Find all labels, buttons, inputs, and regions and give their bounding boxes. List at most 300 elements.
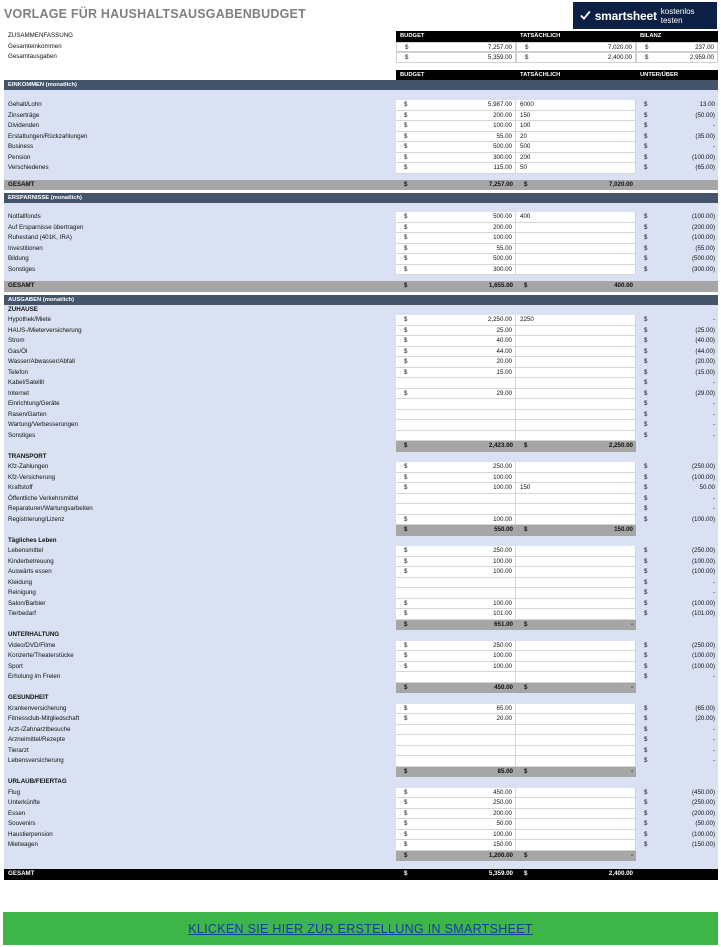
table-row — [4, 142, 718, 153]
column-header: BUDGET — [396, 70, 516, 81]
expense-group-title — [4, 305, 718, 316]
budget-cell[interactable] — [396, 788, 516, 799]
budget-cell[interactable] — [396, 798, 516, 809]
cell-value: 5,359.00 — [487, 54, 512, 61]
row-label: Arzt-/Zahnarztbesuche — [8, 725, 71, 733]
budget-cell[interactable] — [396, 326, 516, 337]
variance-cell — [636, 121, 718, 132]
cell-value: 2250 — [520, 316, 534, 323]
cell-value: - — [712, 421, 715, 428]
actual-cell[interactable] — [516, 567, 636, 578]
variance-cell — [636, 254, 718, 265]
budget-cell[interactable] — [396, 483, 516, 494]
cell-value: (100.00) — [691, 234, 715, 241]
currency-symbol: $ — [644, 389, 648, 397]
budget-cell[interactable] — [396, 212, 516, 223]
variance-cell — [636, 672, 718, 683]
actual-cell[interactable] — [516, 483, 636, 494]
currency-symbol: $ — [644, 809, 648, 817]
currency-symbol: $ — [644, 494, 648, 502]
table-row — [4, 662, 718, 673]
currency-symbol: $ — [644, 599, 648, 607]
actual-cell[interactable] — [516, 473, 636, 484]
budget-cell[interactable] — [396, 132, 516, 143]
row-label: Wasser/Abwasser/Abfall — [8, 358, 75, 365]
cell-value: (100.00) — [691, 515, 715, 523]
actual-cell[interactable] — [516, 704, 636, 715]
brand-name: smartsheet — [594, 8, 657, 23]
cell-value: 44.00 — [496, 347, 512, 355]
budget-cell[interactable] — [396, 100, 516, 111]
table-row — [4, 378, 718, 389]
variance-cell — [636, 357, 718, 368]
page-title: VORLAGE FÜR HAUSHALTSAUSGABENBUDGET — [4, 7, 306, 21]
currency-symbol: $ — [524, 282, 528, 289]
subtotal-blank — [4, 767, 396, 778]
actual-cell[interactable] — [516, 840, 636, 851]
cell-value: 115.00 — [493, 164, 512, 171]
row-label: Gehalt/Lohn — [8, 101, 42, 108]
budget-cell[interactable] — [396, 557, 516, 568]
currency-symbol: $ — [644, 841, 648, 848]
cell-value: 100.00 — [493, 122, 512, 129]
budget-cell[interactable] — [396, 265, 516, 276]
summary-column-header: TATSÄCHLICH — [516, 31, 636, 42]
cell-value: 15.00 — [496, 368, 512, 376]
budget-cell[interactable] — [396, 347, 516, 358]
actual-cell[interactable] — [516, 410, 636, 421]
actual-cell[interactable] — [516, 132, 636, 143]
summary-budget-cell[interactable] — [396, 42, 516, 53]
smartsheet-logo-icon — [580, 10, 591, 21]
budget-cell[interactable] — [396, 163, 516, 174]
actual-cell[interactable] — [516, 578, 636, 589]
cell-value: - — [712, 410, 715, 418]
variance-cell — [636, 163, 718, 174]
currency-symbol: $ — [404, 515, 408, 523]
actual-cell[interactable] — [516, 662, 636, 673]
budget-cell[interactable] — [396, 735, 516, 746]
summary-actual-cell[interactable] — [516, 52, 636, 63]
summary-label: ZUSAMMENFASSUNG — [4, 31, 396, 42]
cell-value: 300.00 — [493, 153, 512, 161]
currency-symbol: $ — [644, 557, 648, 565]
variance-cell — [636, 111, 718, 122]
variance-cell — [636, 410, 718, 421]
expense-group-title — [4, 693, 718, 704]
currency-symbol: $ — [644, 132, 648, 140]
currency-symbol: $ — [644, 368, 648, 376]
cell-value: - — [712, 673, 715, 680]
currency-symbol: $ — [644, 736, 648, 743]
row-label: Zinserträge — [8, 111, 40, 119]
actual-cell[interactable] — [516, 819, 636, 830]
budget-cell[interactable] — [396, 233, 516, 244]
budget-cell[interactable] — [396, 809, 516, 820]
variance-cell — [636, 244, 718, 255]
variance-cell — [636, 347, 718, 358]
cell-value: 200 — [520, 153, 531, 161]
budget-cell[interactable] — [396, 336, 516, 347]
budget-cell[interactable] — [396, 651, 516, 662]
income-section-header: EINKOMMEN (monatlich) — [4, 80, 718, 90]
row-label: Essen — [8, 809, 26, 817]
actual-cell[interactable] — [516, 378, 636, 389]
currency-symbol: $ — [644, 715, 648, 722]
cell-value: 237.00 — [695, 43, 714, 51]
table-row — [4, 641, 718, 652]
variance-cell — [636, 609, 718, 620]
actual-cell[interactable] — [516, 336, 636, 347]
budget-cell[interactable] — [396, 672, 516, 683]
budget-cell[interactable] — [396, 223, 516, 234]
budget-cell[interactable] — [396, 315, 516, 326]
budget-sheet — [4, 31, 718, 880]
summary-actual-cell[interactable] — [516, 42, 636, 53]
variance-cell — [636, 420, 718, 431]
row-label: Business — [8, 143, 34, 150]
actual-cell[interactable] — [516, 142, 636, 153]
table-row — [4, 746, 718, 757]
budget-cell[interactable] — [396, 725, 516, 736]
budget-cell[interactable] — [396, 111, 516, 122]
cell-value: 2,423.00 — [488, 442, 513, 449]
actual-cell[interactable] — [516, 315, 636, 326]
currency-symbol: $ — [404, 180, 408, 188]
currency-symbol: $ — [644, 164, 648, 171]
cell-value: (100.00) — [691, 568, 715, 575]
cell-value: - — [712, 725, 715, 733]
budget-cell[interactable] — [396, 504, 516, 515]
cell-value: 450.00 — [494, 683, 513, 691]
budget-cell[interactable] — [396, 609, 516, 620]
budget-cell[interactable] — [396, 819, 516, 830]
create-in-smartsheet-link[interactable] — [3, 912, 718, 945]
cell-value: 50.00 — [699, 484, 715, 491]
cell-value: 55.00 — [496, 244, 512, 252]
actual-cell[interactable] — [516, 588, 636, 599]
actual-cell[interactable] — [516, 223, 636, 234]
actual-cell[interactable] — [516, 399, 636, 410]
cell-value: 2,400.00 — [608, 870, 633, 877]
budget-cell[interactable] — [396, 599, 516, 610]
variance-cell — [636, 389, 718, 400]
budget-cell[interactable] — [396, 588, 516, 599]
cell-value: - — [630, 620, 633, 628]
actual-cell[interactable] — [516, 244, 636, 255]
actual-cell[interactable] — [516, 111, 636, 122]
currency-symbol: $ — [404, 326, 408, 334]
budget-cell[interactable] — [396, 567, 516, 578]
summary-row — [4, 42, 718, 53]
summary-column-header: BILANZ — [636, 31, 718, 42]
subtotal-blank — [4, 683, 396, 694]
cell-value: 7,257.00 — [487, 43, 512, 51]
budget-cell[interactable] — [396, 746, 516, 757]
table-row — [4, 431, 718, 442]
cell-value: (20.00) — [695, 715, 715, 722]
row-label: Kinderbetreuung — [8, 557, 54, 565]
cell-value: (200.00) — [691, 809, 715, 817]
row-label: Mietwagen — [8, 841, 38, 848]
currency-symbol: $ — [404, 557, 408, 565]
total-row — [4, 180, 718, 191]
variance-cell — [636, 473, 718, 484]
budget-cell[interactable] — [396, 578, 516, 589]
actual-cell[interactable] — [516, 599, 636, 610]
actual-cell[interactable] — [516, 121, 636, 132]
budget-cell[interactable] — [396, 840, 516, 851]
currency-symbol: $ — [404, 610, 408, 617]
budget-cell[interactable] — [396, 830, 516, 841]
variance-cell — [636, 546, 718, 557]
row-label: Fitnessclub-Mitgliedschaft — [8, 715, 80, 722]
variance-cell — [636, 462, 718, 473]
budget-cell[interactable] — [396, 410, 516, 421]
actual-cell[interactable] — [516, 725, 636, 736]
currency-symbol: $ — [645, 54, 649, 61]
actual-cell[interactable] — [516, 672, 636, 683]
actual-cell[interactable] — [516, 735, 636, 746]
currency-symbol: $ — [644, 421, 648, 428]
cell-value: 100.00 — [493, 662, 512, 670]
group-title: GESUNDHEIT — [8, 694, 49, 701]
actual-cell[interactable] — [516, 651, 636, 662]
currency-symbol: $ — [644, 347, 648, 355]
budget-cell[interactable] — [396, 399, 516, 410]
actual-cell[interactable] — [516, 368, 636, 379]
actual-cell[interactable] — [516, 756, 636, 767]
row-label: Tierbedarf — [8, 610, 36, 617]
row-label: HAUS-/Mieterversicherung — [8, 326, 82, 334]
currency-symbol: $ — [644, 143, 648, 150]
budget-cell[interactable] — [396, 254, 516, 265]
row-label: Erholung im Freien — [8, 673, 61, 680]
variance-cell — [636, 725, 718, 736]
actual-cell[interactable] — [516, 798, 636, 809]
currency-symbol: $ — [644, 101, 648, 108]
actual-cell[interactable] — [516, 431, 636, 442]
currency-symbol: $ — [644, 568, 648, 575]
budget-cell[interactable] — [396, 662, 516, 673]
variance-cell — [636, 819, 718, 830]
budget-cell[interactable] — [396, 244, 516, 255]
currency-symbol: $ — [524, 620, 528, 628]
actual-cell[interactable] — [516, 357, 636, 368]
currency-symbol: $ — [644, 431, 648, 439]
expense-group-title — [4, 452, 718, 463]
row-label: Hypothek/Miete — [8, 316, 51, 323]
budget-cell[interactable] — [396, 153, 516, 164]
currency-symbol: $ — [404, 870, 408, 877]
cell-value: (50.00) — [695, 820, 715, 827]
cell-value: 500.00 — [493, 213, 512, 220]
cell-value: - — [712, 746, 715, 754]
budget-cell[interactable] — [396, 704, 516, 715]
table-row — [4, 788, 718, 799]
cell-value: 100.00 — [493, 515, 512, 523]
cell-value: (100.00) — [691, 473, 715, 481]
table-row — [4, 830, 718, 841]
budget-cell[interactable] — [396, 378, 516, 389]
currency-symbol: $ — [404, 704, 408, 712]
cell-value: 400 — [520, 213, 531, 220]
actual-cell[interactable] — [516, 389, 636, 400]
subtotal-actual — [516, 620, 636, 631]
variance-cell — [636, 651, 718, 662]
actual-cell[interactable] — [516, 494, 636, 505]
actual-cell[interactable] — [516, 746, 636, 757]
row-label: Kfz-Versicherung — [8, 473, 56, 481]
cell-value: (65.00) — [695, 704, 715, 712]
actual-cell[interactable] — [516, 515, 636, 526]
cell-value: 450.00 — [493, 788, 512, 796]
total-actual — [516, 869, 636, 880]
actual-cell[interactable] — [516, 347, 636, 358]
actual-cell[interactable] — [516, 788, 636, 799]
budget-cell[interactable] — [396, 420, 516, 431]
currency-symbol: $ — [404, 473, 408, 481]
total-label: GESAMT — [8, 282, 35, 289]
budget-cell[interactable] — [396, 756, 516, 767]
row-label: Internet — [8, 389, 29, 397]
budget-cell[interactable] — [396, 515, 516, 526]
budget-cell[interactable] — [396, 546, 516, 557]
subtotal-blank — [4, 441, 396, 452]
cell-value: 13.00 — [699, 101, 715, 108]
currency-symbol: $ — [644, 400, 648, 407]
brand-cta: kostenlos testen — [660, 6, 695, 25]
actual-cell[interactable] — [516, 420, 636, 431]
actual-cell[interactable] — [516, 641, 636, 652]
budget-cell[interactable] — [396, 357, 516, 368]
row-label: Dividenden — [8, 122, 39, 129]
cell-value: (100.00) — [691, 213, 715, 220]
row-label: Lebensmittel — [8, 547, 44, 554]
cell-value: (29.00) — [695, 389, 715, 397]
currency-symbol: $ — [644, 122, 648, 129]
cell-value: - — [712, 431, 715, 439]
variance-cell — [636, 588, 718, 599]
budget-cell[interactable] — [396, 121, 516, 132]
currency-symbol: $ — [644, 358, 648, 365]
row-label: Registrierung/Lizenz — [8, 515, 65, 523]
cell-value: (40.00) — [695, 337, 715, 344]
actual-cell[interactable] — [516, 265, 636, 276]
total-blank — [636, 180, 718, 191]
cell-value: 500 — [520, 143, 531, 150]
actual-cell[interactable] — [516, 212, 636, 223]
budget-cell[interactable] — [396, 389, 516, 400]
subtotal-blank — [4, 525, 396, 536]
variance-cell — [636, 153, 718, 164]
actual-cell[interactable] — [516, 504, 636, 515]
variance-cell — [636, 567, 718, 578]
currency-symbol: $ — [405, 43, 409, 51]
smartsheet-trial-button[interactable] — [573, 2, 717, 29]
row-label: Krankenversicherung — [8, 704, 67, 712]
cell-value: 300.00 — [493, 265, 512, 273]
cell-value: - — [630, 683, 633, 691]
table-row — [4, 212, 718, 223]
variance-cell — [636, 515, 718, 526]
table-row — [4, 326, 718, 337]
cell-value: (100.00) — [691, 599, 715, 607]
cell-value: (250.00) — [691, 641, 715, 649]
currency-symbol: $ — [644, 830, 648, 838]
spacer — [4, 90, 718, 100]
currency-symbol: $ — [644, 505, 648, 512]
budget-cell[interactable] — [396, 494, 516, 505]
actual-cell[interactable] — [516, 546, 636, 557]
actual-cell[interactable] — [516, 809, 636, 820]
cell-value: (15.00) — [695, 368, 715, 376]
cell-value: 100.00 — [493, 568, 512, 575]
cell-value: 100.00 — [493, 830, 512, 838]
row-label: Unterkünfte — [8, 799, 40, 806]
currency-symbol: $ — [644, 788, 648, 796]
budget-cell[interactable] — [396, 473, 516, 484]
cell-value: (101.00) — [691, 610, 715, 617]
actual-cell[interactable] — [516, 557, 636, 568]
actual-cell[interactable] — [516, 153, 636, 164]
budget-cell[interactable] — [396, 714, 516, 725]
budget-cell[interactable] — [396, 431, 516, 442]
actual-cell[interactable] — [516, 100, 636, 111]
cell-value: 101.00 — [493, 610, 512, 617]
cell-value: 200.00 — [493, 111, 512, 119]
currency-symbol: $ — [645, 43, 649, 51]
budget-cell[interactable] — [396, 462, 516, 473]
summary-budget-cell[interactable] — [396, 52, 516, 63]
cell-value: - — [712, 316, 715, 323]
cell-value: 1,655.00 — [488, 282, 513, 289]
currency-symbol: $ — [644, 463, 648, 470]
budget-cell[interactable] — [396, 368, 516, 379]
cell-value: 100 — [520, 122, 531, 129]
column-header-row — [4, 70, 718, 81]
table-row — [4, 153, 718, 164]
currency-symbol: $ — [644, 473, 648, 481]
variance-cell — [636, 494, 718, 505]
actual-cell[interactable] — [516, 714, 636, 725]
actual-cell[interactable] — [516, 830, 636, 841]
row-label: Arzneimittel/Rezepte — [8, 736, 66, 743]
cell-value: 50 — [520, 164, 527, 171]
actual-cell[interactable] — [516, 233, 636, 244]
cell-value: 250.00 — [493, 641, 512, 649]
currency-symbol: $ — [644, 673, 648, 680]
actual-cell[interactable] — [516, 609, 636, 620]
currency-symbol: $ — [404, 223, 408, 231]
cell-value: 100.00 — [493, 484, 512, 491]
actual-cell[interactable] — [516, 254, 636, 265]
currency-symbol: $ — [404, 683, 408, 691]
budget-cell[interactable] — [396, 142, 516, 153]
currency-symbol: $ — [644, 111, 648, 119]
subtotal-actual — [516, 441, 636, 452]
cell-value: 200.00 — [493, 809, 512, 817]
actual-cell[interactable] — [516, 326, 636, 337]
subtotal-actual — [516, 525, 636, 536]
cell-value: 2,400.00 — [607, 54, 632, 61]
actual-cell[interactable] — [516, 462, 636, 473]
actual-cell[interactable] — [516, 163, 636, 174]
currency-symbol: $ — [644, 153, 648, 161]
currency-symbol: $ — [524, 870, 528, 877]
total-label: GESAMT — [8, 180, 35, 188]
budget-cell[interactable] — [396, 641, 516, 652]
